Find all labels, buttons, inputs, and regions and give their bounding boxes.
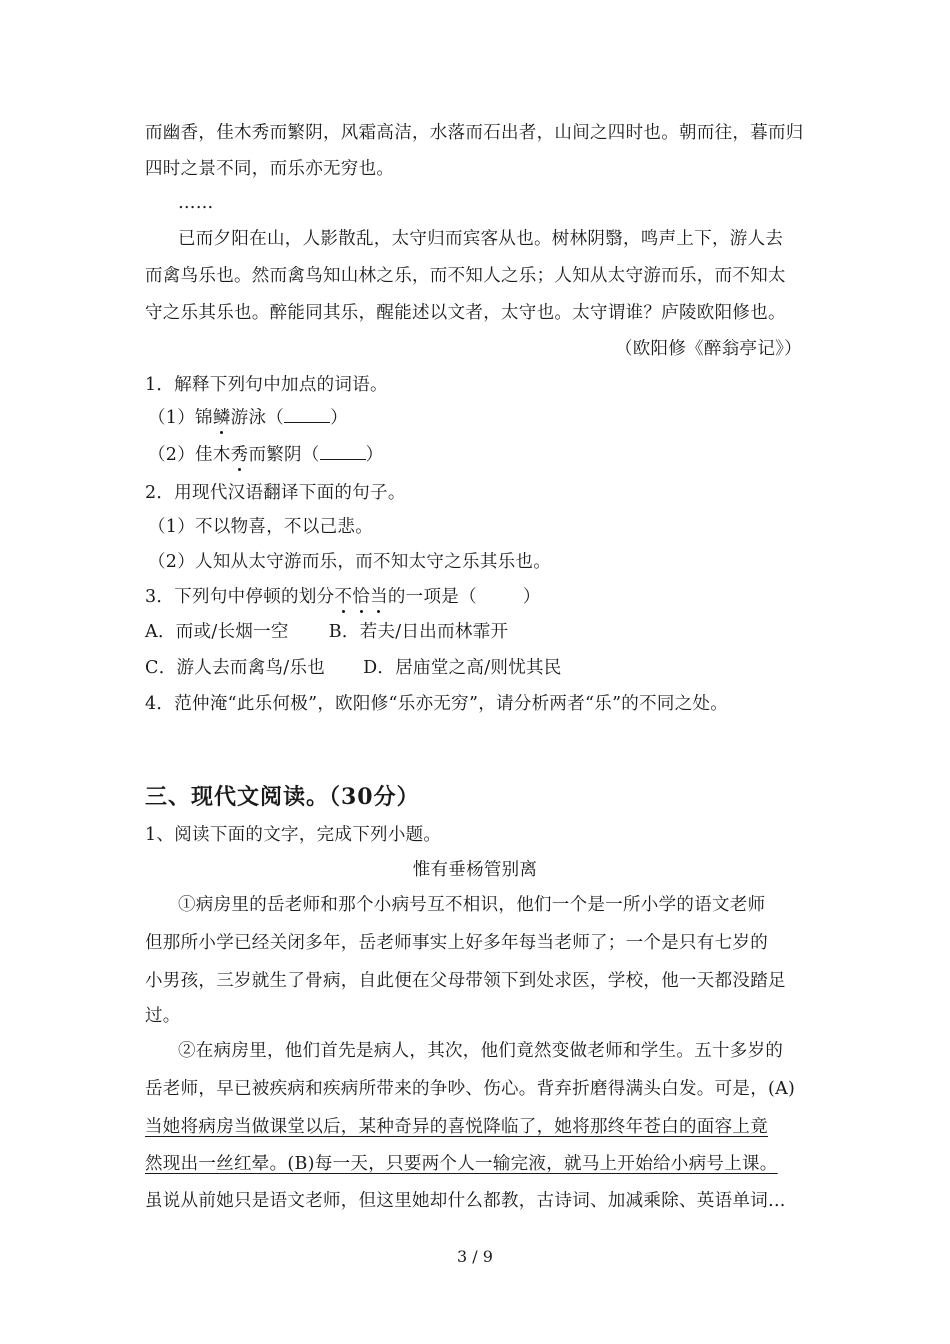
- question-1: 1．解释下列句中加点的词语。: [145, 375, 388, 395]
- question-3: [145, 585, 810, 609]
- dotted-word: 秀: [230, 445, 249, 465]
- q3-prefix: 3．下列句中停顿的划分: [145, 587, 335, 607]
- q3-close: ）: [522, 587, 541, 607]
- passage-line: 四时之景不同，而乐亦无穷也。: [145, 159, 395, 179]
- section-heading: 三、现代文阅读。（30分）: [145, 784, 420, 810]
- q1-1-close: ）: [330, 408, 348, 428]
- option-d: D．居庙堂之高/则忧其民: [363, 658, 562, 678]
- article-line: 过。: [145, 1006, 181, 1026]
- passage-line: 已而夕阳在山，人影散乱，太守归而宾客从也。树林阴翳，鸣声上下，游人去: [178, 229, 784, 249]
- option-b: B．若夫/日出而林霏开: [328, 622, 509, 642]
- article-line: 小男孩，三岁就生了骨病，自此便在父母带领下到处求医，学校，他一天都没踏足: [145, 971, 786, 991]
- question-1-2: [148, 443, 813, 467]
- dotted-word: 恰: [352, 587, 371, 607]
- dotted-word: 鳞: [212, 408, 231, 428]
- q1-2-suffix: 而繁阴（: [248, 445, 320, 465]
- q1-1-suffix: 游泳（: [230, 408, 285, 428]
- passage-source: （欧阳修《醉翁亭记》）: [614, 339, 802, 359]
- q1-2-close: ）: [365, 445, 384, 465]
- article-title: 惟有垂杨管别离: [412, 860, 538, 880]
- article-line: ①病房里的岳老师和那个小病号互不相识，他们一个是一所小学的语文老师: [178, 895, 766, 915]
- option-c: C．游人去而禽鸟/乐也: [145, 658, 326, 678]
- passage-line: 而幽香，佳木秀而繁阴，风霜高洁，水落而石出者，山间之四时也。朝而往，暮而归: [145, 123, 804, 143]
- article-line: 虽说从前她只是语文老师，但这里她却什么都教，古诗词、加减乘除、英语单词…: [145, 1191, 786, 1211]
- article-line: 但那所小学已经关闭多年，岳老师事实上好多年每当老师了；一个是只有七岁的: [145, 933, 768, 953]
- option-row: [145, 620, 810, 644]
- underlined-line: 然现出一丝红晕。(B)每一天，只要两个人一输完液，就马上开始给小病号上课。: [145, 1154, 778, 1174]
- question-2-1: （1）不以物喜，不以己悲。: [148, 517, 374, 537]
- question-1-1: [148, 406, 813, 430]
- article-line: ②在病房里，他们首先是病人，其次，他们竟然变做老师和学生。五十多岁的: [178, 1041, 784, 1061]
- question-2: 2．用现代汉语翻译下面的句子。: [145, 483, 406, 503]
- answer-blank[interactable]: [320, 445, 366, 460]
- q1-2-prefix: （2）佳木: [148, 445, 231, 465]
- option-row: [145, 656, 810, 680]
- ellipsis: ……: [178, 193, 214, 213]
- dotted-word: 不: [334, 587, 353, 607]
- question-2-2: （2）人知从太守游而乐，而不知太守之乐其乐也。: [148, 552, 552, 572]
- article-line: 岳老师，早已被疾病和疾病所带来的争吵、伤心。背弃折磨得满头白发。可是，(A): [145, 1079, 796, 1099]
- q1-1-prefix: （1）锦: [148, 408, 213, 428]
- page-number: 3 / 9: [457, 1247, 493, 1266]
- passage-line: 而禽鸟乐也。然而禽鸟知山林之乐，而不知人之乐；人知从太守游而乐，而不知太: [145, 266, 786, 286]
- q3-suffix: 的一项是（: [387, 587, 477, 607]
- dotted-word: 当: [370, 587, 388, 607]
- question-4: 4．范仲淹“此乐何极”，欧阳修“乐亦无穷”，请分析两者“乐”的不同之处。: [145, 694, 729, 714]
- option-a: A．而或/长烟一空: [145, 622, 289, 642]
- passage-line: 守之乐其乐也。醉能同其乐，醒能述以文者，太守也。太守谓谁？庐陵欧阳修也。: [145, 303, 786, 323]
- answer-blank[interactable]: [284, 408, 330, 423]
- underlined-line: 当她将病房当做课堂以后，某种奇异的喜悦降临了，她将那终年苍白的面容上竟: [145, 1117, 768, 1137]
- section-instruction: 1、阅读下面的文字，完成下列小题。: [145, 825, 442, 845]
